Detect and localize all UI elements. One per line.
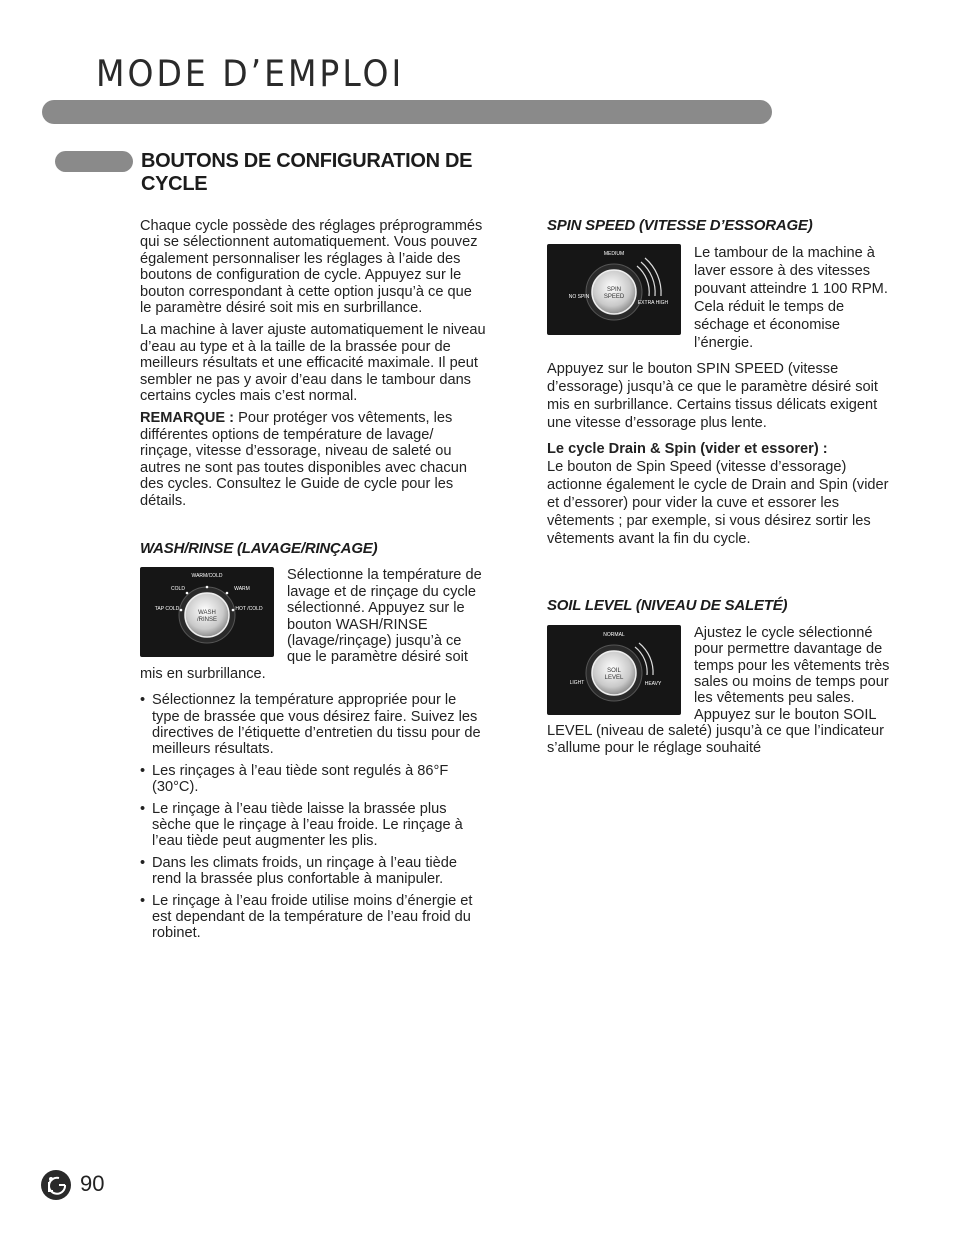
panel-label-tap-cold: TAP COLD: [154, 606, 180, 613]
wash-rinse-text: Sélectionne la température de lavage et de rinçage du cycle sélectionné. Appuyez sur le bouton WASH/RINSE (lavage/rinçage) jusqu’à ce que le paramètre désiré soit mis en surbrillance.: [140, 567, 482, 682]
panel-label-warm-cold: WARM/COLD: [191, 573, 223, 580]
drain-spin-paragraph: [547, 440, 903, 548]
soil-level-block: [547, 625, 903, 762]
panel-label-no-spin: NO SPIN: [568, 294, 590, 301]
section-heading: BOUTONS DE CONFIGURATION DE CYCLE: [141, 150, 473, 195]
soil-level-heading: SOIL LEVEL (NIVEAU DE SALETÉ): [547, 597, 788, 615]
intro-paragraph-2: La machine à laver ajuste automatiquement le niveau d’eau au type et à la taille de la brassée pour de meilleurs résultats et une efficacité maximale. Il peut sembler ne pas y avoir d’eau dans le tambour dans certains cycles mais c’est normal.: [140, 322, 486, 405]
spin-speed-heading: SPIN SPEED (VITESSE D’ESSORAGE): [547, 217, 813, 234]
list-item: • Sélectionnez la température appropriée pour le type de brassée que vous désirez faire. Suivez les directives de l’étiquette d’entretien du tissu pour de meilleurs résultats.: [140, 692, 486, 758]
wash-rinse-panel-image: [140, 567, 274, 657]
panel-label-hot-cold: HOT /COLD: [235, 606, 263, 613]
title-bar: [42, 100, 772, 124]
lg-logo-icon: [40, 1169, 72, 1201]
list-item: • Les rinçages à l’eau tiède sont regulés à 86°F (30°C).: [140, 763, 486, 796]
list-item: • Dans les climats froids, un rinçage à l’eau tiède rend la brassée plus confortable à manipuler.: [140, 855, 486, 888]
knob-label-line-1: SOIL: [607, 667, 621, 674]
note-label: REMARQUE :: [140, 410, 235, 427]
knob-label-line-2: LEVEL: [604, 674, 624, 681]
note-text: Pour protéger vos vêtements, les différentes options de température de lavage/ rinçage, vitesse d’essorage, niveau de saleté ou autres ne sont pas toutes disponibles avec chacun des cycles. Consultez le Guide de cycle pour les détails.: [140, 410, 467, 509]
note-paragraph: [140, 410, 486, 508]
page-number: 90: [80, 1171, 105, 1196]
panel-label-medium: MEDIUM: [603, 251, 625, 258]
spin-speed-block: [547, 244, 903, 358]
left-column: [140, 218, 486, 947]
knob-label-line-1: WASH: [198, 610, 216, 617]
section-pill: [55, 151, 133, 172]
panel-label-normal: NORMAL: [603, 631, 625, 638]
list-item: • Le rinçage à l’eau tiède laisse la brassée plus sèche que le rinçage à l’eau froide. Le rinçage à l’eau tiède peut augmenter les plis.: [140, 801, 486, 850]
panel-label-warm: WARM: [234, 586, 250, 593]
soil-level-panel-image: [547, 625, 681, 715]
spin-speed-text-2: Appuyez sur le bouton SPIN SPEED (vitesse d’essorage) jusqu’à ce que le paramètre désiré soit mis en surbrillance. Certains tissus délicats exigent une vitesse d’essorage plus lente.: [547, 361, 878, 432]
spin-speed-panel-image: [547, 244, 681, 335]
wash-rinse-block: [140, 567, 486, 688]
knob-label-line-2: SPEED: [603, 294, 625, 301]
panel-label-extra-high: EXTRA HIGH: [637, 300, 669, 307]
knob-label-line-2: /RINSE: [196, 617, 218, 624]
soil-level-text: Ajustez le cycle sélectionné pour permettre davantage de temps pour les vêtements très sales ou moins de temps pour les vêtements peu sales. Appuyez sur le bouton SOIL LEVEL (niveau de saleté) jusqu’à ce que l’indicateur s’allume pour le réglage souhaité: [547, 624, 890, 756]
drain-spin-label: Le cycle Drain & Spin (vider et essorer) :: [547, 441, 828, 458]
drain-spin-text: Le bouton de Spin Speed (vitesse d’essorage) actionne également le cycle de Drain and Spin (vider et d’essorer) pour vider la cuve et essorer les vêtements ; par exemple, si vous désirez sortir les vêtements avant la fin du cycle.: [547, 459, 889, 548]
list-item: • Le rinçage à l’eau froide utilise moins d’énergie et est dependant de la température de l’eau froid du robinet.: [140, 893, 486, 942]
intro-paragraph-1: Chaque cycle possède des réglages préprogrammés qui se sélectionnent automatiquement. Vous pouvez également personnaliser les réglages à l’aide des boutons de configuration de cycle. Appuyez sur le bouton correspondant à cette option jusqu’à ce que le paramètre désiré soit mis en surbrillance.: [140, 218, 483, 317]
panel-label-heavy: HEAVY: [644, 680, 662, 687]
knob-label-line-1: SPIN: [606, 287, 622, 294]
right-column: [547, 218, 903, 762]
page-title: MODE D’EMPLOI: [96, 52, 405, 95]
wash-rinse-heading: WASH/RINSE (LAVAGE/RINÇAGE): [140, 539, 378, 557]
spin-speed-text-1: Le tambour de la machine à laver essore à des vitesses pouvant atteindre 1 100 RPM. Cela réduit le temps de séchage et économise l’énergie.: [694, 245, 888, 352]
panel-label-light: LIGHT: [569, 679, 585, 686]
wash-rinse-bullets: [140, 692, 486, 942]
panel-label-cold: COLD: [171, 586, 185, 593]
